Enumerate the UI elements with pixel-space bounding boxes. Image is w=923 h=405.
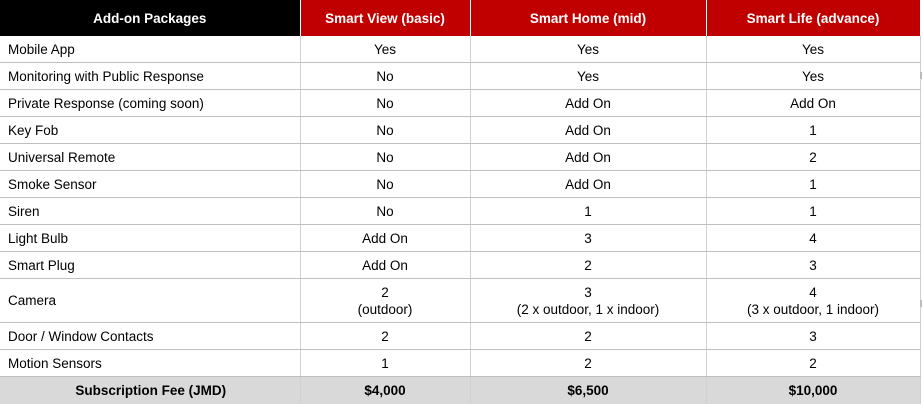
header-feature: Add-on Packages — [0, 0, 300, 36]
cell-smart-view: Add On — [300, 225, 470, 252]
camera-count: 3 — [584, 284, 592, 300]
cell-smart-life: 1 — [706, 198, 920, 225]
fee-smart-home: $6,500 — [470, 377, 706, 405]
feature-label: Mobile App — [0, 36, 300, 63]
cell-smart-life: 3 — [706, 323, 920, 350]
feature-label: Camera — [0, 279, 300, 323]
cell-smart-life: 4 — [706, 225, 920, 252]
cell-smart-life — [706, 279, 920, 323]
cell-smart-home: Yes — [470, 36, 706, 63]
cell-smart-view: No — [300, 144, 470, 171]
feature-label: Private Response (coming soon) — [0, 90, 300, 117]
header-smart-home: Smart Home (mid) — [470, 0, 706, 36]
table-row — [0, 144, 920, 171]
feature-label: Motion Sensors — [0, 350, 300, 377]
table-row — [0, 198, 920, 225]
cell-smart-view: No — [300, 171, 470, 198]
feature-label: Light Bulb — [0, 225, 300, 252]
feature-label: Key Fob — [0, 117, 300, 144]
cell-smart-life: 1 — [706, 171, 920, 198]
table-row — [0, 252, 920, 279]
table-row — [0, 225, 920, 252]
cell-smart-life: Add On — [706, 90, 920, 117]
table-row — [0, 323, 920, 350]
cell-smart-home — [470, 279, 706, 323]
cell-smart-home: 3 — [470, 225, 706, 252]
feature-label: Universal Remote — [0, 144, 300, 171]
cell-smart-view: No — [300, 90, 470, 117]
camera-note: (2 x outdoor, 1 x indoor) — [516, 301, 660, 317]
cell-smart-view: No — [300, 198, 470, 225]
edge-artifact — [920, 72, 922, 79]
cell-smart-life: Yes — [706, 36, 920, 63]
table-row — [0, 36, 920, 63]
cell-smart-view: 2 — [300, 323, 470, 350]
header-smart-life: Smart Life (advance) — [706, 0, 920, 36]
cell-smart-life: Yes — [706, 63, 920, 90]
cell-smart-view: Yes — [300, 36, 470, 63]
cell-smart-home: Add On — [470, 171, 706, 198]
cell-smart-home: Yes — [470, 63, 706, 90]
camera-note: (3 x outdoor, 1 indoor) — [746, 301, 880, 317]
cell-smart-life: 1 — [706, 117, 920, 144]
table-row — [0, 350, 920, 377]
table-row — [0, 90, 920, 117]
cell-smart-view: No — [300, 117, 470, 144]
feature-label: Monitoring with Public Response — [0, 63, 300, 90]
cell-smart-home: 2 — [470, 323, 706, 350]
camera-note: (outdoor) — [357, 301, 413, 317]
cell-smart-home: Add On — [470, 90, 706, 117]
table-header-row — [0, 0, 920, 36]
feature-label: Smart Plug — [0, 252, 300, 279]
feature-label: Smoke Sensor — [0, 171, 300, 198]
cell-smart-view: Add On — [300, 252, 470, 279]
header-smart-view: Smart View (basic) — [300, 0, 470, 36]
cell-smart-home: 2 — [470, 350, 706, 377]
edge-artifact — [920, 300, 922, 307]
subscription-fee-row — [0, 377, 920, 405]
cell-smart-home: Add On — [470, 117, 706, 144]
table-row — [0, 279, 920, 323]
camera-count: 4 — [809, 284, 817, 300]
cell-smart-view — [300, 279, 470, 323]
feature-label: Door / Window Contacts — [0, 323, 300, 350]
cell-smart-home: 2 — [470, 252, 706, 279]
cell-smart-view: No — [300, 63, 470, 90]
table-row — [0, 171, 920, 198]
cell-smart-home: 1 — [470, 198, 706, 225]
cell-smart-life: 2 — [706, 350, 920, 377]
camera-count: 2 — [381, 284, 389, 300]
fee-smart-view: $4,000 — [300, 377, 470, 405]
subscription-fee-label: Subscription Fee (JMD) — [0, 377, 300, 405]
table-row — [0, 63, 920, 90]
cell-smart-view: 1 — [300, 350, 470, 377]
cell-smart-home: Add On — [470, 144, 706, 171]
feature-label: Siren — [0, 198, 300, 225]
fee-smart-life: $10,000 — [706, 377, 920, 405]
cell-smart-life: 3 — [706, 252, 920, 279]
table-row — [0, 117, 920, 144]
cell-smart-life: 2 — [706, 144, 920, 171]
